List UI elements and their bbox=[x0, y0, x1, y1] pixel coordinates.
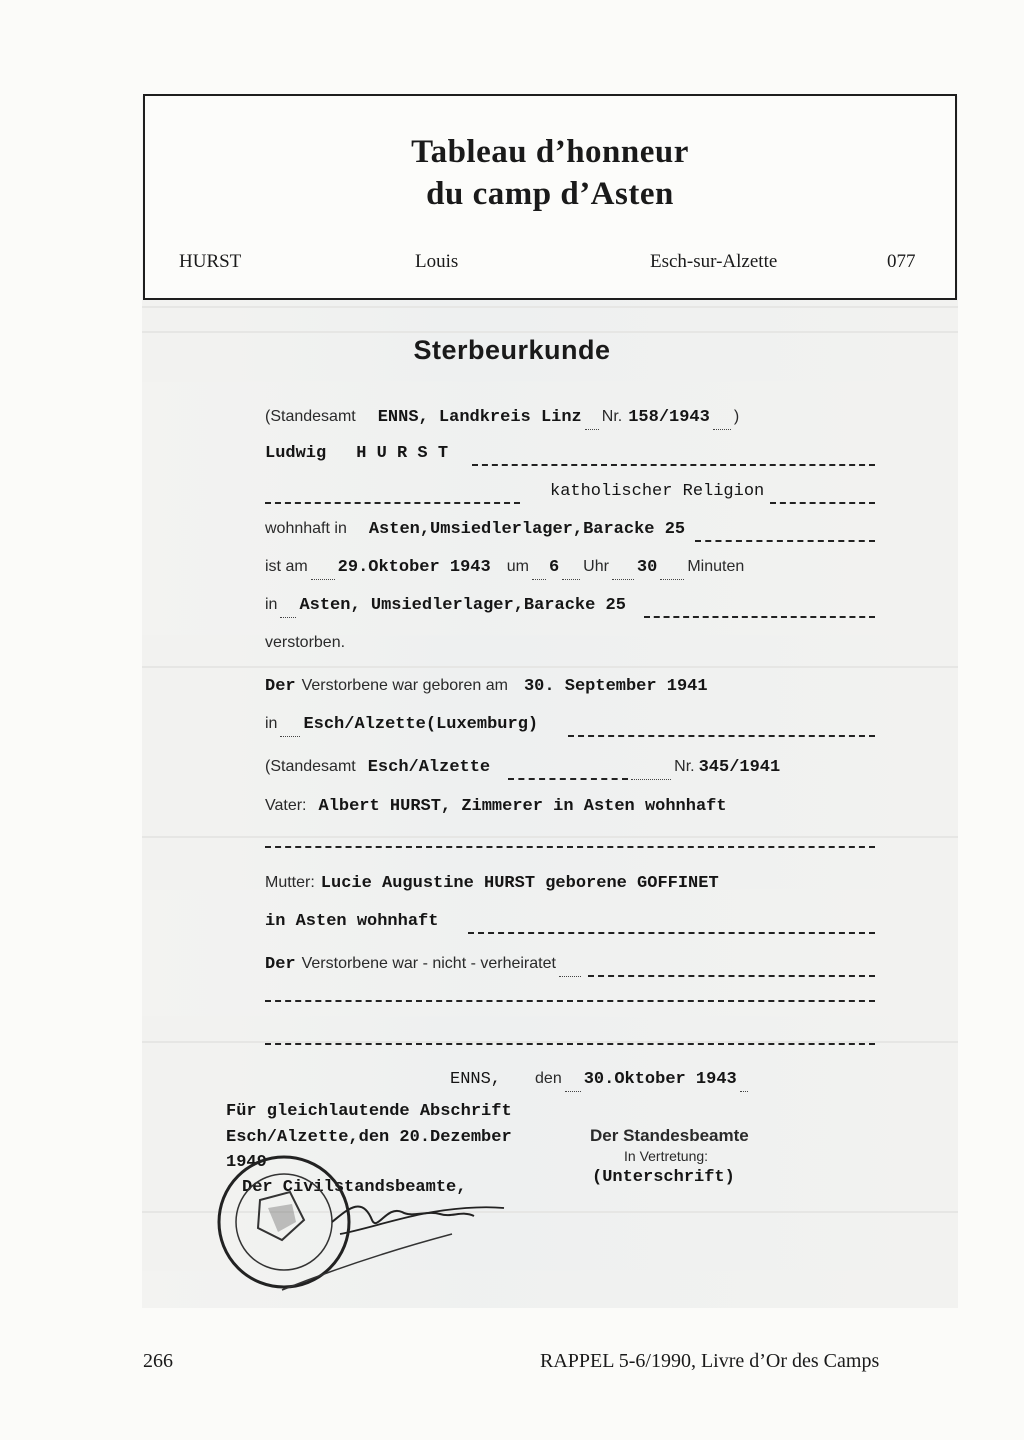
header-title-line1: Tableau d’honneur bbox=[411, 134, 689, 170]
married-label: Verstorbene war - nicht - verheiratet bbox=[301, 955, 556, 972]
name-row bbox=[265, 444, 875, 472]
nr-value: 158/1943 bbox=[628, 408, 710, 427]
official-stamp-and-signature bbox=[212, 1150, 512, 1300]
registry-office-row bbox=[265, 408, 875, 436]
hour-value: 6 bbox=[548, 558, 560, 577]
deceased-row bbox=[265, 634, 875, 662]
signing-row bbox=[450, 1070, 830, 1098]
header-firstname: Louis bbox=[415, 251, 459, 272]
der2-text: Der bbox=[265, 955, 296, 974]
last-name: H U R S T bbox=[356, 444, 449, 463]
birth-place-row bbox=[265, 715, 875, 743]
father-row bbox=[265, 797, 875, 825]
honor-roll-header bbox=[143, 94, 957, 300]
copy-line-1: Für gleichlautende Abschrift bbox=[226, 1102, 512, 1121]
standesamt-label: (Standesamt bbox=[265, 408, 356, 425]
born-label: Verstorbene war geboren am bbox=[301, 677, 508, 694]
religion-value: katholischer Religion bbox=[550, 482, 765, 501]
header-surname: HURST bbox=[179, 251, 242, 272]
religion-row bbox=[265, 482, 875, 510]
mother-value: Lucie Augustine HURST geborene GOFFINET bbox=[320, 874, 719, 893]
father-continuation-line bbox=[265, 846, 875, 848]
standesamt2-label: (Standesamt bbox=[265, 758, 356, 775]
place-signed: ENNS, bbox=[450, 1070, 502, 1089]
born-place-value: Esch/Alzette(Luxemburg) bbox=[303, 715, 539, 734]
marital-status-row bbox=[265, 955, 875, 983]
source-citation: RAPPEL 5-6/1990, Livre d’Or des Camps bbox=[540, 1350, 880, 1372]
father-label: Vater: bbox=[265, 797, 307, 814]
in-label-2: in bbox=[265, 715, 278, 732]
signature-label: (Unterschrift) bbox=[592, 1168, 735, 1187]
header-title-line2: du camp d’Asten bbox=[426, 176, 674, 212]
death-date-row bbox=[265, 558, 875, 586]
deputy-label: In Vertretung: bbox=[624, 1148, 709, 1164]
residence-row bbox=[265, 520, 875, 548]
date-signed: 30.Oktober 1943 bbox=[583, 1070, 737, 1089]
close-paren: ) bbox=[733, 408, 740, 425]
residence-label: wohnhaft in bbox=[265, 520, 347, 537]
verstorben-text: verstorben. bbox=[265, 634, 346, 651]
death-date-value: 29.Oktober 1943 bbox=[337, 558, 491, 577]
official-label: Der Standesbeamte bbox=[590, 1126, 749, 1145]
death-place-value: Asten, Umsiedlerlager,Baracke 25 bbox=[299, 596, 626, 615]
date-label: ist am bbox=[265, 558, 308, 575]
header-town: Esch-sur-Alzette bbox=[650, 251, 778, 272]
minuten-label: Minuten bbox=[687, 558, 745, 575]
father-value: Albert HURST, Zimmerer in Asten wohnhaft bbox=[318, 797, 727, 816]
nr2-value: 345/1941 bbox=[698, 758, 781, 777]
copy-line-4: Der Civilstandsbeamte, bbox=[242, 1178, 467, 1197]
residence-value: Asten,Umsiedlerlager,Baracke 25 bbox=[368, 520, 686, 539]
blank-line-2 bbox=[265, 1043, 875, 1045]
minute-value: 30 bbox=[636, 558, 658, 577]
nr-label: Nr. bbox=[601, 408, 623, 425]
mother-row bbox=[265, 874, 875, 902]
standesamt2-value: Esch/Alzette bbox=[367, 758, 491, 777]
birth-registry-row bbox=[265, 758, 875, 786]
der-text: Der bbox=[265, 677, 296, 696]
birth-date-row bbox=[265, 677, 875, 705]
standesamt-value: ENNS, Landkreis Linz bbox=[377, 408, 582, 427]
death-place-row bbox=[265, 596, 875, 624]
blank-line-1 bbox=[265, 1000, 875, 1002]
copy-line-2: Esch/Alzette,den 20.Dezember bbox=[226, 1128, 512, 1147]
mother-value-2: in Asten wohnhaft bbox=[265, 912, 439, 931]
in-label: in bbox=[265, 596, 278, 613]
first-name: Ludwig bbox=[265, 444, 327, 463]
mother-row-2 bbox=[265, 912, 875, 940]
certificate-title: Sterbeurkunde bbox=[413, 335, 611, 365]
uhr-label: Uhr bbox=[583, 558, 609, 575]
page-number: 266 bbox=[143, 1350, 173, 1372]
um-label: um bbox=[506, 558, 529, 575]
mother-label: Mutter: bbox=[265, 874, 315, 891]
den-label: den bbox=[535, 1070, 562, 1087]
header-number: 077 bbox=[887, 251, 916, 272]
born-date-value: 30. September 1941 bbox=[523, 677, 708, 696]
nr2-label: Nr. bbox=[674, 758, 695, 775]
copy-line-3: 1949 bbox=[226, 1153, 267, 1172]
